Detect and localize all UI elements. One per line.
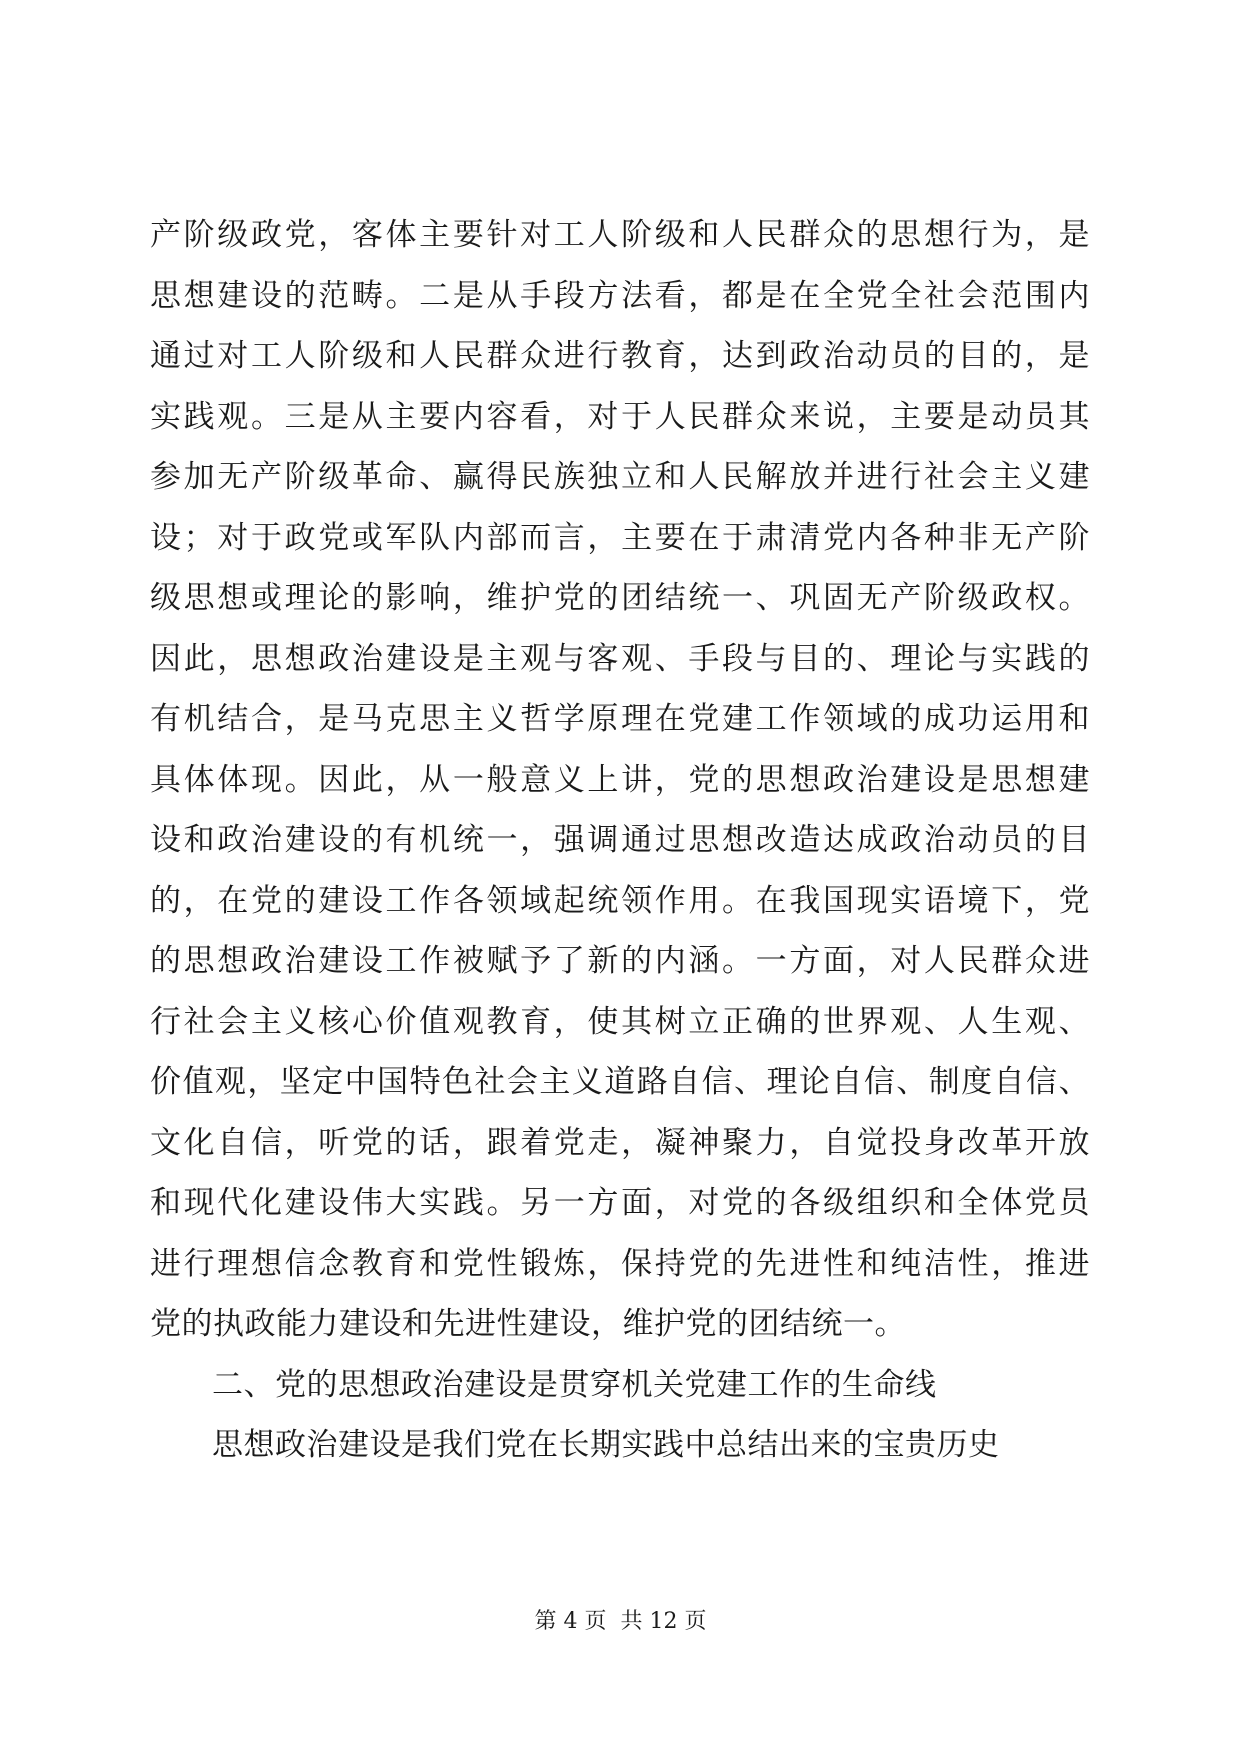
text-line: 通过对工人阶级和人民群众进行教育，达到政治动员的目的，是 bbox=[150, 338, 1090, 374]
document-body bbox=[150, 205, 1090, 1476]
text-line: 思想建设的范畴。二是从手段方法看，都是在全党全社会范围内 bbox=[150, 277, 1090, 314]
text-line: 价值观，坚定中国特色社会主义道路自信、理论自信、制度自信、 bbox=[150, 1064, 1090, 1100]
text-line: 设和政治建设的有机统一，强调通过思想改造达成政治动员的目 bbox=[150, 822, 1090, 858]
text-line: 党的执政能力建设和先进性建设，维护党的团结统一。 bbox=[150, 1306, 906, 1342]
text-line: 实践观。三是从主要内容看，对于人民群众来说，主要是动员其 bbox=[150, 398, 1090, 435]
text-line: 级思想或理论的影响，维护党的团结统一、巩固无产阶级政权。 bbox=[150, 580, 1090, 616]
text-line: 具体体现。因此，从一般意义上讲，党的思想政治建设是思想建 bbox=[150, 761, 1090, 798]
text-line: 设；对于政党或军队内部而言，主要在于肃清党内各种非无产阶 bbox=[150, 519, 1090, 556]
text-line: 参加无产阶级革命、赢得民族独立和人民解放并进行社会主义建 bbox=[150, 459, 1090, 495]
page-number-label: 第 4 页 共 12 页 bbox=[534, 1609, 707, 1634]
text-line: 文化自信，听党的话，跟着党走，凝神聚力，自觉投身改革开放 bbox=[150, 1124, 1090, 1161]
text-line: 有机结合，是马克思主义哲学原理在党建工作领域的成功运用和 bbox=[150, 701, 1090, 737]
text-line: 的，在党的建设工作各领域起统领作用。在我国现实语境下，党 bbox=[150, 882, 1090, 919]
section-heading: 二、党的思想政治建设是贯穿机关党建工作的生命线 bbox=[212, 1366, 937, 1403]
text-line: 和现代化建设伟大实践。另一方面，对党的各级组织和全体党员 bbox=[150, 1185, 1090, 1221]
text-line: 的思想政治建设工作被赋予了新的内涵。一方面，对人民群众进 bbox=[150, 943, 1090, 979]
paragraph-start: 思想政治建设是我们党在长期实践中总结出来的宝贵历史 bbox=[212, 1427, 1000, 1463]
text-line: 进行理想信念教育和党性锻炼，保持党的先进性和纯洁性，推进 bbox=[150, 1245, 1090, 1282]
page-footer bbox=[0, 1604, 1241, 1635]
text-line: 产阶级政党，客体主要针对工人阶级和人民群众的思想行为，是 bbox=[150, 217, 1090, 253]
text-line: 行社会主义核心价值观教育，使其树立正确的世界观、人生观、 bbox=[150, 1003, 1090, 1040]
text-line: 因此，思想政治建设是主观与客观、手段与目的、理论与实践的 bbox=[150, 640, 1090, 677]
